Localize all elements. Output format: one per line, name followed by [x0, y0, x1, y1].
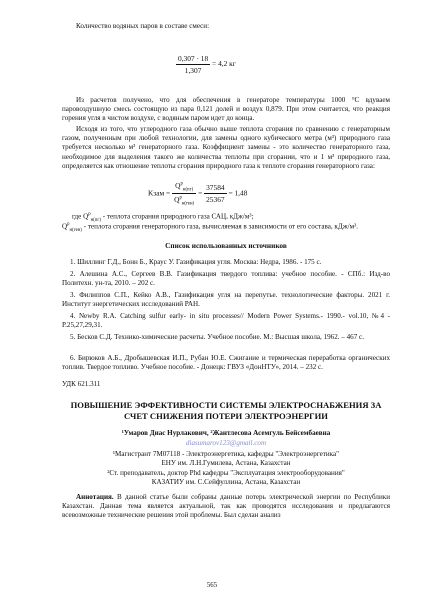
- reference-item: 5. Бесков С.Д. Технико-химические расчеты. Учебное пособие. М.: Высшая школа, 1962. – 467 с.: [70, 333, 364, 341]
- affiliation-2-org: КАЗАТИУ им. С.Сейфуллина, Астана, Казахстан: [151, 478, 301, 486]
- authors: ¹Умаров Диас Нурлакович, ²Жантлесова Асемгуль Бейсембаевна: [121, 429, 331, 437]
- author-email[interactable]: diasumarov123@gmail.com: [185, 439, 267, 447]
- abstract-text: В данной статье были собраны данные потерь электрической энергии по Республики Казахстан. Данная тема является актуальной, так как проводятся исследования и предлагаются всевозможные технические решения этой проблемы. Был сделан анализ: [62, 493, 390, 520]
- page-number: 565: [206, 582, 218, 589]
- udk-code: УДК 621.311: [62, 380, 101, 388]
- affiliation-1-org: ЕНУ им. Л.Н.Гумилева, Астана, Казахстан: [161, 459, 291, 467]
- abstract-label: Аннотация.: [76, 493, 114, 501]
- paragraph-replacement: Исходя из того, что углеродного газа обычно выше теплота сгорания по сравнению с генераторным газом, полученным при любой технологии, для замены одного кубического метра (м³) природного газа требуется несколько м³ генераторного газа. Коэффициент замены - это количество генераторного газа, необходимое для выделения такого же количества теплоты при сгорании, что и 1 м³ природного газа, определяется как отношение теплоты сгорания природного газа к теплоте сгорания генераторного газа:: [62, 125, 390, 170]
- affiliation-2: ²Ст. преподаватель, доктор Phd кафедры "Эксплуатация электрооборудования": [107, 469, 345, 477]
- affiliation-1: ¹Магистрант 7М07118 - Электроэнергетика, кафедры "Электроэнергетика": [112, 450, 340, 458]
- reference-item: 3. Филиппов С.П., Кейко А.В., Газификация угля на перепутье. технологические факторы. 2021 г. Институт энергетических исследований РАН.: [62, 291, 390, 309]
- intro-line: Количество водяных паров в составе смеси:: [76, 22, 210, 30]
- where-line-2: $Q^р_{н(ген)}$ - теплота сгорания генераторного газа, вычисляемая в зависимости от его состава, кДж/м³.: [62, 222, 358, 233]
- reference-item: 1. Шиллинг Г.Д., Бонн Б., Краус У. Газификация угля. Москва: Недра, 1986. - 175 с.: [70, 258, 322, 266]
- where-line-1: где $Q^р_{н(пг)}$ - теплота сгорания природного газа САЦ, кДж/м³;: [72, 212, 254, 223]
- formula-kzam: Kзам = $\frac{Q^р_{н(пг)}}{Q^р_{н(ген)}}$ = $\frac{37584}{25367}$ = 1,48: [148, 181, 248, 207]
- reference-item: 2. Алешина А.С., Сергеев В.В. Газификация твердого топлива: учебное пособие. - СПб.: Изд-во Политехн. ун-та, 2010. – 202 с.: [62, 270, 390, 288]
- references-title: Список использованных источников: [165, 241, 287, 250]
- formula-vapor: $\frac{0,307 \cdot 18}{1,307}$ = 4,2 кг: [178, 54, 236, 75]
- paragraph-result: Из расчетов получено, что для обеспечения в генераторе температуры 1000 °С вдуваем паровоздушную смесь состоящую из пара 0,121 долей и воздух 0,879. При этом считается, что реакция горения угля в чистом воздухе, с водяным паром идет до конца.: [62, 96, 390, 123]
- abstract: [62, 493, 390, 521]
- reference-item: 6. Бирюков А.Б., Дробышевская И.П., Рубан Ю.Е. Сжигание и термическая переработка органических топлив. Твердое топливо. Учебное пособие. - Донецк: ГВУЗ «ДонНТУ», 2014. – 232 с.: [62, 354, 390, 372]
- reference-item: 4. Newby R.A. Catching sulfur early- in situ processes// Modern Power Systems.- 1990.- vol.10, №4 - P.25,27,29,31.: [62, 312, 390, 330]
- article-title: ПОВЫШЕНИЕ ЭФФЕКТИВНОСТИ СИСТЕМЫ ЭЛЕКТРОСНАБЖЕНИЯ ЗА СЧЕТ СНИЖЕНИЯ ПОТЕРИ ЭЛЕКТРОЭНЕРГИИ: [70, 400, 382, 421]
